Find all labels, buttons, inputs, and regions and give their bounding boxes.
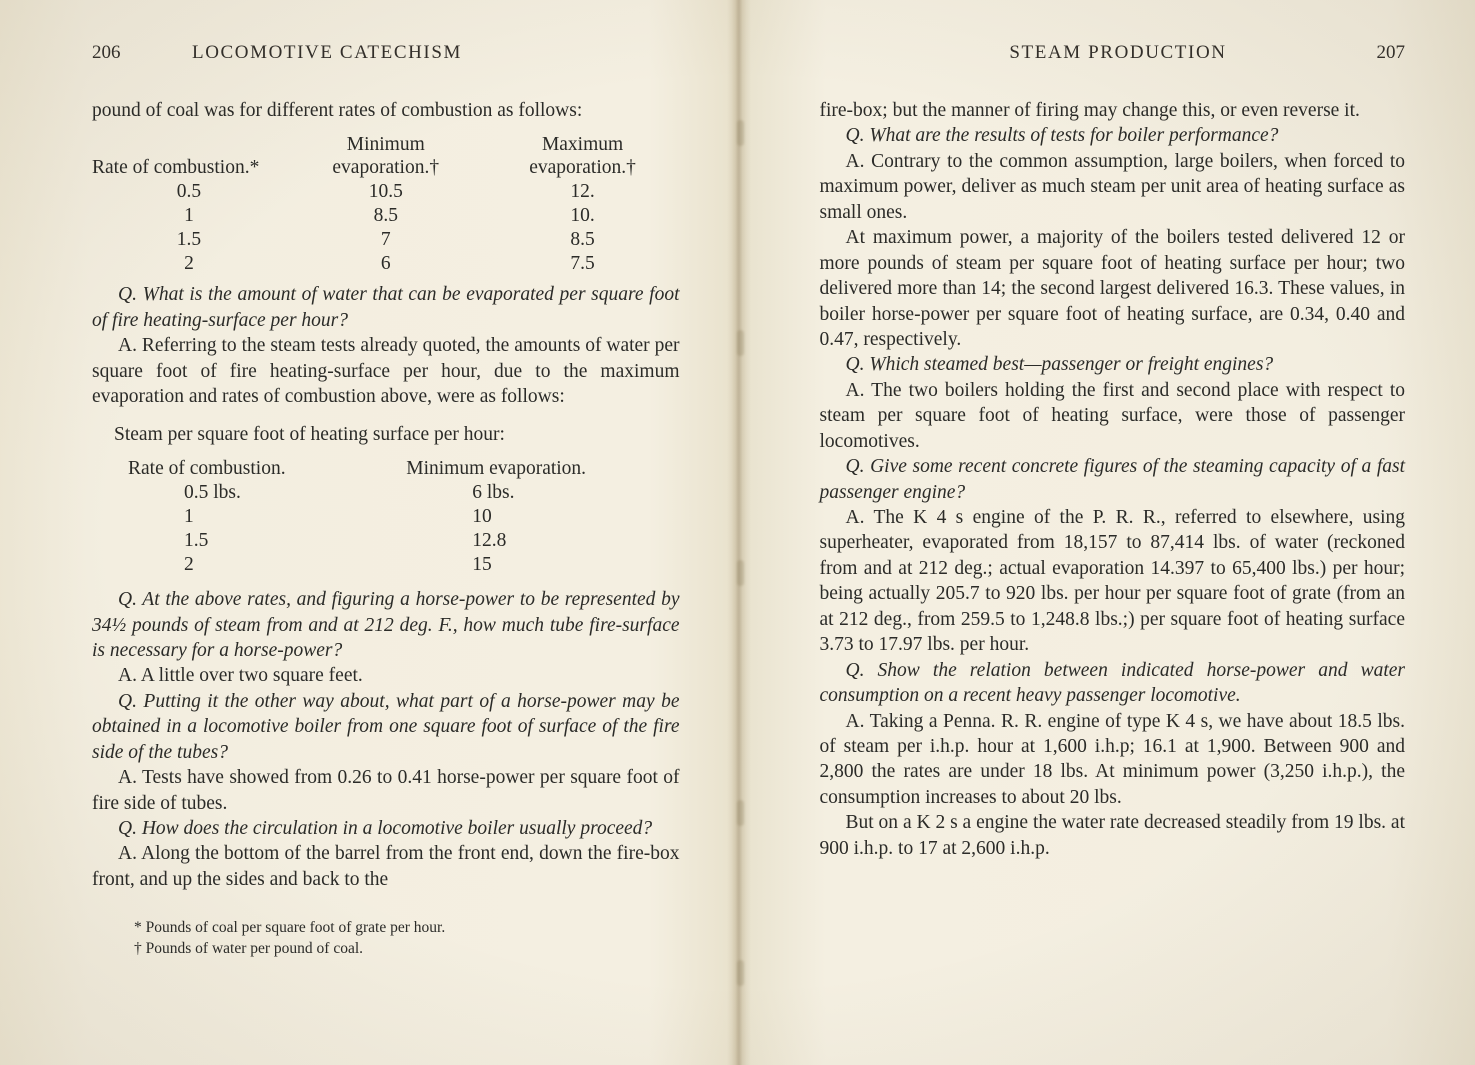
answer-1: A. Contrary to the common assumption, large boilers, when forced to maximum power, deliver as much steam per unit area of heating surface as small ones.: [819, 150, 1405, 223]
table-header-row: [92, 457, 680, 481]
question-4: Q. Show the relation between indicated horse-power and water consumption on a recent heavy passenger locomotive.: [819, 659, 1405, 707]
cell-rate: 2: [184, 253, 194, 275]
right-running-head: [820, 42, 1406, 64]
page-number-right: 207: [1376, 42, 1405, 63]
table-head-min-evaporation: Minimum evaporation.: [406, 458, 587, 480]
table-head-max-evap: evaporation.†: [529, 157, 636, 179]
answer-2: A. The two boilers holding the first and second place with respect to steam per square foot of heating surface, were those of passenger locomotives.: [819, 379, 1405, 452]
question-3: Q. Give some recent concrete figures of the steaming capacity of a fast passenger engine?: [819, 456, 1405, 503]
cell-rate: 0.5 lbs.: [184, 482, 241, 504]
table2-caption: Steam per square foot of heating surface per hour:: [114, 423, 505, 445]
table-head-min: Minimum: [346, 134, 425, 156]
page-number-left: 206: [92, 42, 121, 63]
running-title-left: LOCOMOTIVE CATECHISM: [191, 42, 463, 63]
table-head-max: Maximum: [541, 134, 624, 156]
question-2: Q. At the above rates, and figuring a horse-power to be represented by 34½ pounds of steam from and at 212 deg. F., how much tube fire-surface is necessary for a horse-power?: [92, 589, 680, 661]
cell-rate: 1.5: [176, 229, 202, 251]
table-row: [92, 180, 680, 204]
table-row: [92, 529, 680, 553]
answer-3: A. The K 4 s engine of the P. R. R., referred to elsewhere, using superheater, evaporated from 18,157 to 87,414 lbs. of water (reckoned from and at 212 deg.; actual evaporation 14.397 to 65,400 lbs.) per hour; being actually 205.7 to 920 lbs. per hour per square foot of grate (from an at 212 deg., from 259.5 to 1,248.8 lbs.;) per square foot of heating surface 3.73 to 17.97 lbs. per hour.: [819, 507, 1405, 656]
question-2: Q. Which steamed best—passenger or freight engines?: [845, 354, 1274, 376]
footnote-dagger: † Pounds of water per pound of coal.: [134, 940, 364, 958]
right-column-body: [820, 98, 1406, 861]
cell-rate: 0.5: [176, 181, 202, 203]
cell-rate: 1.5: [184, 530, 209, 552]
footnotes: [92, 918, 680, 960]
cell-max: 10.: [570, 205, 595, 227]
table-row: [92, 204, 680, 228]
footnote-asterisk: * Pounds of coal per square foot of grate per hour.: [134, 919, 446, 937]
table-header-row-bottom: [92, 156, 680, 180]
cell-rate: 2: [184, 554, 194, 576]
question-1: Q. What is the amount of water that can be evaporated per square foot of fire heating-surface per hour?: [92, 284, 680, 331]
table-head-blank: [92, 133, 286, 156]
left-column-body: [92, 98, 680, 960]
cell-max: 7.5: [570, 253, 595, 275]
answer-3: A. Tests have showed from 0.26 to 0.41 horse-power per square foot of fire side of tubes.: [92, 767, 680, 814]
answer-1-continued: At maximum power, a majority of the boilers tested delivered 12 or more pounds of steam per square foot of heating surface per hour; two delivered more than 14; the second largest delivered 16.3. These values, in boiler horse-power per square foot of heating surface, are 0.34, 0.40 and 0.47, respectively.: [819, 227, 1405, 350]
table-header-row-top: [92, 133, 680, 156]
right-page: [738, 0, 1475, 1065]
answer-5: But on a K 2 s a engine the water rate decreased steadily from 19 lbs. at 900 i.h.p. to 17 at 2,600 i.h.p.: [819, 812, 1405, 859]
paragraph-carryover: fire-box; but the manner of firing may change this, or even reverse it.: [819, 100, 1360, 121]
cell-evap: 6 lbs.: [472, 482, 515, 504]
cell-min: 10.5: [368, 181, 403, 203]
steam-per-sqft-table: [92, 457, 680, 577]
combustion-evaporation-table: [92, 133, 680, 276]
answer-4: A. Along the bottom of the barrel from the front end, down the fire-box front, and up the sides and back to the: [92, 843, 680, 890]
cell-max: 8.5: [570, 229, 595, 251]
table-head-rate-combustion: Rate of combustion.: [128, 458, 286, 480]
paragraph-intro: pound of coal was for different rates of combustion as follows:: [92, 100, 583, 121]
table-row: [92, 252, 680, 276]
table-row: [92, 553, 680, 577]
cell-min: 8.5: [373, 205, 398, 227]
question-1: Q. What are the results of tests for boiler performance?: [845, 125, 1279, 147]
answer-4: A. Taking a Penna. R. R. engine of type K 4 s, we have about 18.5 lbs. of steam per i.h.p. hour at 1,600 i.h.p; 16.1 at 1,900. Between 900 and 2,800 the rates are under 18 lbs. At minimum power (3,250 i.h.p.), the consumption increases to about 20 lbs.: [819, 710, 1405, 808]
cell-min: 7: [380, 229, 391, 251]
cell-rate: 1: [184, 506, 194, 528]
left-running-head: [92, 42, 680, 64]
running-title-right: STEAM PRODUCTION: [1009, 42, 1227, 63]
answer-1: A. Referring to the steam tests already quoted, the amounts of water per square foot of fire heating-surface per hour, due to the maximum evaporation and rates of combustion above, were as follows:: [92, 335, 680, 408]
table-head-min-evap: evaporation.†: [332, 157, 440, 179]
table-row: [92, 228, 680, 252]
cell-rate: 1: [184, 205, 194, 227]
cell-evap: 15: [472, 554, 492, 576]
cell-max: 12.: [570, 181, 595, 203]
table-head-rate: Rate of combustion.*: [92, 157, 260, 179]
answer-2: A. A little over two square feet.: [118, 665, 363, 687]
cell-evap: 12.8: [472, 530, 507, 552]
cell-evap: 10: [472, 506, 492, 528]
table-row: [92, 481, 680, 505]
table-row: [92, 505, 680, 529]
question-3: Q. Putting it the other way about, what part of a horse-power may be obtained in a locomotive boiler from one square foot of surface of the fire side of the tubes?: [92, 690, 680, 763]
question-4: Q. How does the circulation in a locomotive boiler usually proceed?: [118, 818, 653, 839]
cell-min: 6: [380, 253, 391, 275]
